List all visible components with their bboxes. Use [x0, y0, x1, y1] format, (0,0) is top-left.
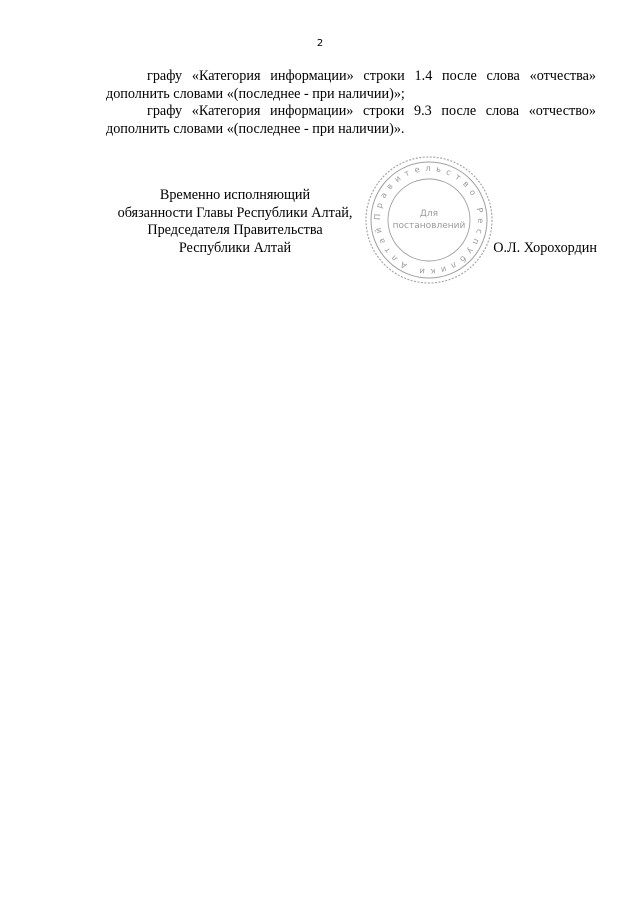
- amendment-paragraph-2: графу «Категория информации» строки 9.3 после слова «отчество» дополнить словами «(последнее - при наличии)».: [106, 103, 596, 137]
- signatory-title-line-3: Председателя Правительства: [147, 222, 323, 239]
- page-number: 2: [316, 38, 324, 49]
- signatory-title-line-2: обязанности Главы Республики Алтай,: [117, 204, 353, 221]
- signatory-title: [100, 187, 370, 257]
- signatory-title-line-1: Временно исполняющий: [159, 187, 311, 203]
- signatory-title-line-4: Республики Алтай: [178, 239, 292, 256]
- seal-center-line-2: постановлений: [392, 221, 466, 231]
- signatory-name: О.Л. Хорохордин: [493, 240, 597, 256]
- document-body: [106, 68, 596, 138]
- seal-ring-text: Правительство Республики Алтай: [371, 162, 487, 278]
- amendment-paragraph-1: графу «Категория информации» строки 1.4 после слова «отчества» дополнить словами «(последнее - при наличии)»;: [106, 68, 596, 102]
- seal-center-line-1: Для: [419, 209, 439, 219]
- official-seal-stamp: [363, 154, 495, 286]
- seal-graphic: [363, 154, 495, 286]
